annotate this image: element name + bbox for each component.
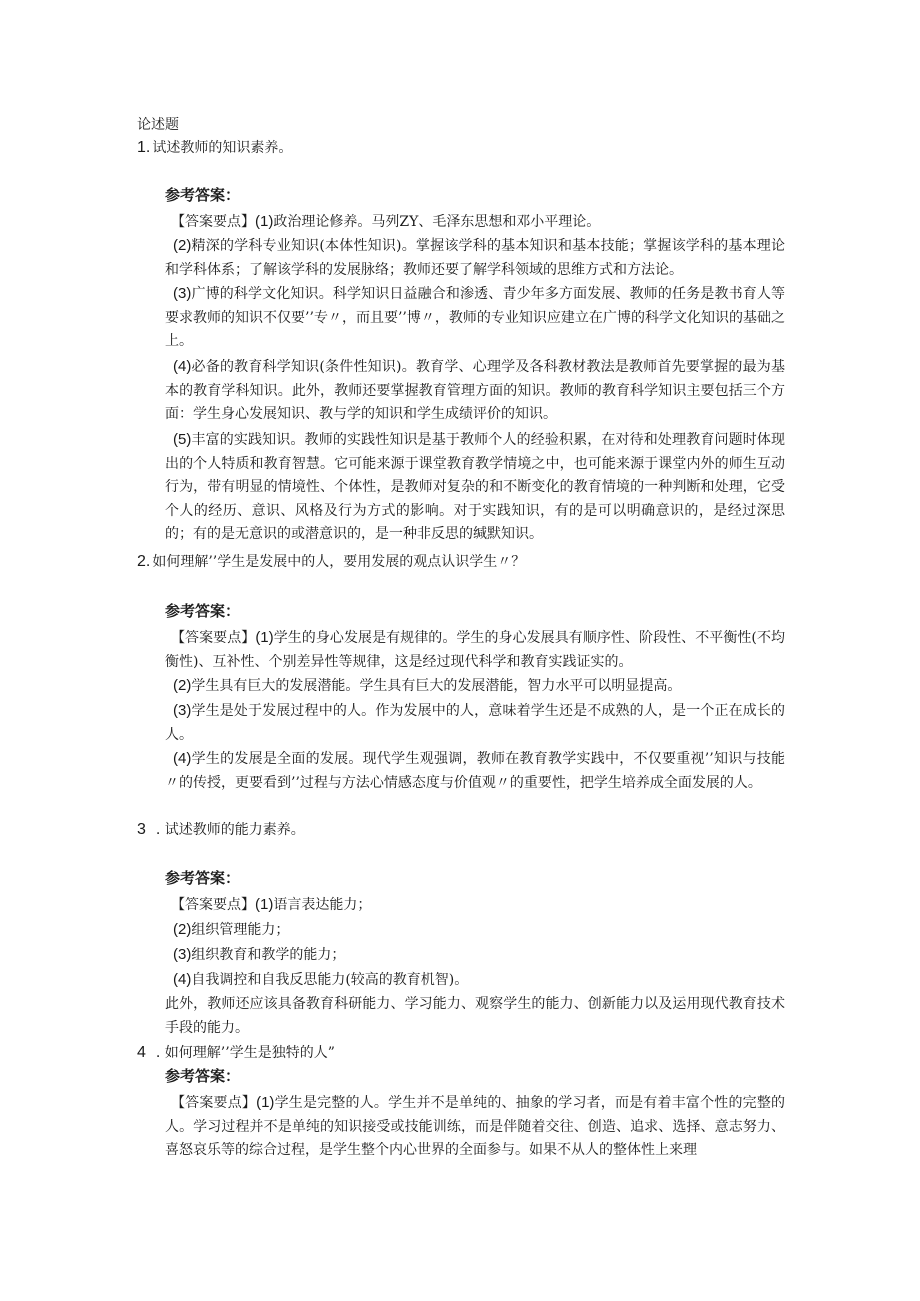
- answer-paragraph: [165, 234, 785, 282]
- question-text: 试述教师的知识素养。: [152, 140, 293, 156]
- question-text: . 试述教师的能力素养。: [155, 822, 305, 838]
- answer-lead: 【答案要点】: [171, 897, 255, 913]
- item-number: (3): [173, 285, 192, 302]
- answer-text: 丰富的实践知识。教师的实践性知识是基于教师个人的经验积累，在对待和处理教育问题时体现出的个人特质和教育智慧。它可能来源于课堂教育教学情境之中，也可能来源于课堂内外的师生互动行为，带有明显的情境性、个体性，是教师对复杂的和不断变化的教育情境的一种判断和处理，它受个人的经历、意识、风格及行为方式的影响。对于实践知识，有的是可以明确意识的，是经过深思的；有的是无意识的或潜意识的，是一种非反思的缄默知识。: [165, 432, 785, 542]
- item-number: (3): [173, 702, 192, 719]
- item-number: (4): [173, 971, 192, 988]
- answer-text: 学生是完整的人。学生并不是单纯的、抽象的学习者，而是有着丰富个性的完整的人。学习过程并不是单纯的知识接受或技能训练，而是伴随着交往、创造、追求、选择、意志努力、喜怒哀乐等的综合过程，是学生整个内心世界的全面参与。如果不从人的整体性上来理: [165, 1095, 785, 1158]
- answer-paragraph: [165, 210, 785, 235]
- answer-paragraph: [165, 626, 785, 674]
- item-number: (5): [173, 431, 192, 448]
- answer-paragraph: [165, 699, 785, 747]
- item-number: (2): [173, 237, 192, 254]
- question-number: 2.: [137, 553, 151, 570]
- reference-answer-label: 参考答案：: [165, 1068, 241, 1085]
- answer-text: 政治理论修养。马列ZY、毛泽东思想和邓小平理论。: [273, 214, 601, 230]
- answer-text: 广博的科学文化知识。科学知识日益融合和渗透、青少年多方面发展、教师的任务是教书育人等要求教师的知识不仅要’’专〃，而且要’’博〃，教师的专业知识应建立在广博的科学文化知识的基础之上。: [165, 286, 785, 349]
- question-text: . 如何理解’’学生是独特的人”: [155, 1045, 335, 1061]
- answer-text: 此外，教师还应该具备教育科研能力、学习能力、观察学生的能力、创新能力以及运用现代教育技术手段的能力。: [165, 996, 785, 1036]
- answer-text: 学生具有巨大的发展潜能。学生具有巨大的发展潜能，智力水平可以明显提高。: [191, 678, 682, 694]
- item-number: (4): [173, 358, 192, 375]
- question-number: 4: [137, 1044, 146, 1061]
- answer-text: 学生的身心发展是有规律的。学生的身心发展具有顺序性、阶段性、不平衡性(不均衡性)、互补性、个别差异性等规律，这是经过现代科学和教育实践证实的。: [165, 630, 785, 670]
- question-4: [137, 1043, 335, 1063]
- answer-lead: 【答案要点】: [171, 630, 256, 646]
- answer-text: 组织管理能力；: [191, 922, 290, 938]
- item-number: (2): [173, 677, 192, 694]
- question-text: 如何理解’’学生是发展中的人，要用发展的观点认识学生〃？: [152, 554, 526, 570]
- answer-paragraph: [165, 428, 785, 547]
- item-number: (1): [255, 213, 274, 230]
- answer-text: 学生是处于发展过程中的人。作为发展中的人，意味着学生还是不成熟的人，是一个正在成长的人。: [165, 703, 785, 743]
- answer-text: 语言表达能力；: [273, 897, 372, 913]
- question-number: 3: [137, 821, 146, 838]
- answer-paragraph: [165, 282, 785, 354]
- answer-paragraph: [165, 1091, 785, 1163]
- answer-text: 精深的学科专业知识(本体性知识)。掌握该学科的基本知识和基本技能；掌握该学科的基本理论和学科体系；了解该学科的发展脉络；教师还要了解学科领域的思维方式和方法论。: [165, 238, 785, 278]
- item-number: (1): [255, 629, 274, 646]
- item-number: (2): [173, 921, 192, 938]
- item-number: (1): [255, 896, 274, 913]
- reference-answer-label: 参考答案：: [165, 870, 241, 887]
- answer-paragraph: [165, 355, 785, 427]
- answer-text: 必备的教育科学知识(条件性知识)。教育学、心理学及各科教材教法是教师首先要掌握的最为基本的教育学科知识。此外，教师还要掌握教育管理方面的知识。教师的教育科学知识主要包括三个方面：学生身心发展知识、教与学的知识和学生成绩评价的知识。: [165, 359, 785, 422]
- answer-lead: 【答案要点】: [171, 214, 255, 230]
- reference-answer-label: 参考答案：: [165, 187, 241, 204]
- answer-paragraph: [165, 674, 785, 699]
- answer-paragraph: [165, 747, 785, 795]
- answer-text: 自我调控和自我反思能力(较高的教育机智)。: [191, 972, 469, 988]
- answer-paragraph: [165, 943, 785, 968]
- answer-text: 组织教育和教学的能力；: [191, 947, 346, 963]
- item-number: (4): [173, 750, 192, 767]
- question-3: [137, 820, 305, 840]
- question-1: [137, 138, 292, 158]
- question-2: [137, 552, 525, 572]
- answer-lead: 【答案要点】: [171, 1095, 257, 1111]
- answer-text: 学生的发展是全面的发展。现代学生观强调，教师在教育教学实践中，不仅要重视’’知识与技能〃的传授，更要看到’’过程与方法心情感态度与价值观〃的重要性，把学生培养成全面发展的人。: [165, 751, 785, 791]
- answer-paragraph: [165, 918, 785, 943]
- reference-answer-label: 参考答案：: [165, 603, 241, 620]
- section-title: 论述题: [137, 117, 179, 133]
- answer-paragraph: [165, 993, 785, 1040]
- item-number: (3): [173, 946, 192, 963]
- answer-paragraph: [165, 968, 785, 993]
- question-number: 1.: [137, 139, 151, 156]
- item-number: (1): [256, 1094, 275, 1111]
- answer-paragraph: [165, 893, 785, 918]
